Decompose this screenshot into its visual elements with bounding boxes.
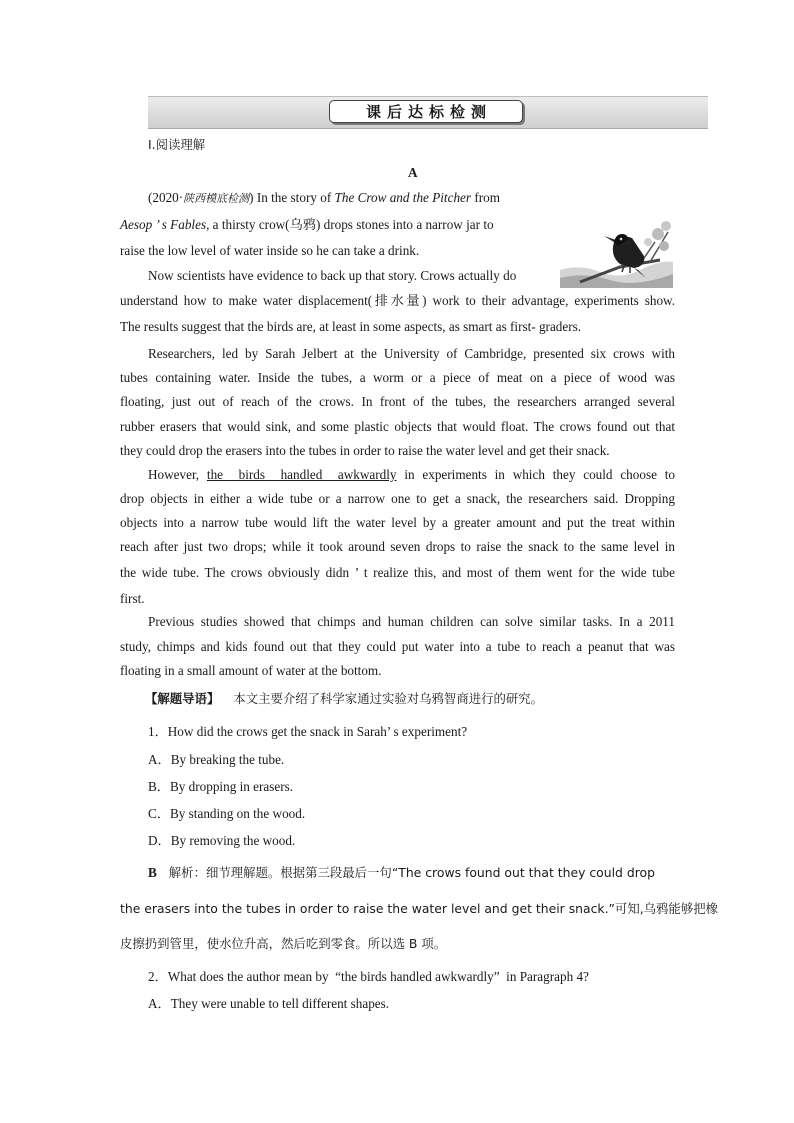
question-1: 1．How did the crows get the snack in Sarah’ s experiment? — [148, 724, 468, 739]
paragraph-4-line-1 — [148, 467, 675, 483]
paragraph-1-line-2 — [120, 217, 494, 233]
paragraph-3-line-4: rubber erasers that would sink, and some plastic objects that would float. The crows found out that — [120, 419, 675, 434]
paragraph-4-text-b: in experiments in which they could choose to — [396, 467, 675, 482]
paragraph-4-text-a: However, — [148, 467, 207, 482]
q1-option-b: B．By dropping in erasers. — [148, 779, 294, 794]
section-label: Ⅰ.阅读理解 — [148, 137, 206, 152]
q2-option-a: A．They were unable to tell different shapes. — [148, 996, 390, 1011]
guide — [145, 691, 543, 707]
paragraph-4-line-5: the wide tube. The crows obviously didn ’ t realize this, and most of them went for the wide tube — [120, 565, 675, 580]
banner-title: 课后达标检测 — [329, 100, 523, 123]
paragraph-3-line-2: tubes containing water. Inside the tubes, a worm or a piece of meat on a piece of wood was — [120, 370, 675, 385]
paragraph-4-line-4: reach after just two drops; while it took around seven drops to raise the snack to the same level in — [120, 539, 675, 554]
paragraph-3-line-5: they could drop the erasers into the tubes in order to raise the water level and get their snack. — [120, 443, 610, 458]
paragraph-3-line-3: floating, just out of reach of the crows. In front of the tubes, the researchers arranged several — [120, 394, 675, 409]
paragraph-5-line-2: study, chimps and kids found out that they could put water into a tube to reach a peanut that was — [120, 639, 675, 654]
section-banner — [148, 96, 708, 129]
paragraph-1-text: a thirsty crow(乌鸦) drops stones into a narrow jar to — [209, 217, 494, 232]
q1-analysis-line-1 — [148, 865, 655, 881]
paragraph-4-line-2: drop objects in either a wide tube or a narrow one to get a snack, the researchers said. Dropping — [120, 491, 675, 506]
q1-analysis-line-2: the erasers into the tubes in order to raise the water level and get their snack.”可知,乌鸦能够把橡 — [120, 901, 718, 916]
source-place: 陕西模底检测 — [183, 192, 250, 205]
guide-label: 【解题导语】 — [145, 691, 220, 706]
crow-illustration — [560, 212, 673, 288]
paragraph-5-line-1: Previous studies showed that chimps and human children can solve similar tasks. In a 2011 — [148, 614, 675, 629]
paragraph-1-line-3: raise the low level of water inside so he can take a drink. — [120, 243, 420, 258]
question-2: 2．What does the author mean by “the birds handled awkwardly” in Paragraph 4? — [148, 969, 589, 984]
paragraph-2-line-1: Now scientists have evidence to back up that story. Crows actually do — [148, 268, 517, 283]
q1-option-d: D．By removing the wood. — [148, 833, 296, 848]
fables-title: Aesop ’ s Fables, — [120, 217, 210, 232]
q1-analysis-line-3: 皮擦扔到管里，使水位升高，然后吃到零食。所以选 B 项。 — [120, 936, 447, 951]
story-title: The Crow and the Pitcher — [334, 190, 472, 205]
q1-answer: B — [148, 865, 157, 880]
paragraph-5-line-3: floating in a small amount of water at the bottom. — [120, 663, 382, 678]
guide-text: 本文主要介绍了科学家通过实验对乌鸦智商进行的研究。 — [233, 691, 544, 706]
story-from: from — [471, 190, 500, 205]
paragraph-1-line-1 — [148, 190, 500, 207]
q1-option-c: C．By standing on the wood. — [148, 806, 306, 821]
q1-analysis-text-1: 解析：细节理解题。根据第三段最后一句“The crows found out that they could drop — [168, 865, 655, 880]
paragraph-3-line-1: Researchers, led by Sarah Jelbert at the University of Cambridge, presented six crows with — [148, 346, 675, 361]
paragraph-4-line-6: first. — [120, 591, 145, 606]
paragraph-4-line-3: objects into a narrow tube would lift the water level by a greater amount and put the treat within — [120, 515, 675, 530]
passage-letter: A — [408, 165, 418, 180]
underlined-phrase: the birds handled awkwardly — [206, 467, 397, 482]
paragraph-2-line-2: understand how to make water displacement(排水量) work to their advantage, experiments show. — [120, 293, 675, 308]
source-year: (2020· — [148, 190, 184, 205]
paragraph-2-line-3: The results suggest that the birds are, at least in some aspects, as smart as first- graders. — [120, 319, 582, 334]
q1-option-a: A．By breaking the tube. — [148, 752, 285, 767]
source-rest: ) In the story of — [249, 190, 335, 205]
